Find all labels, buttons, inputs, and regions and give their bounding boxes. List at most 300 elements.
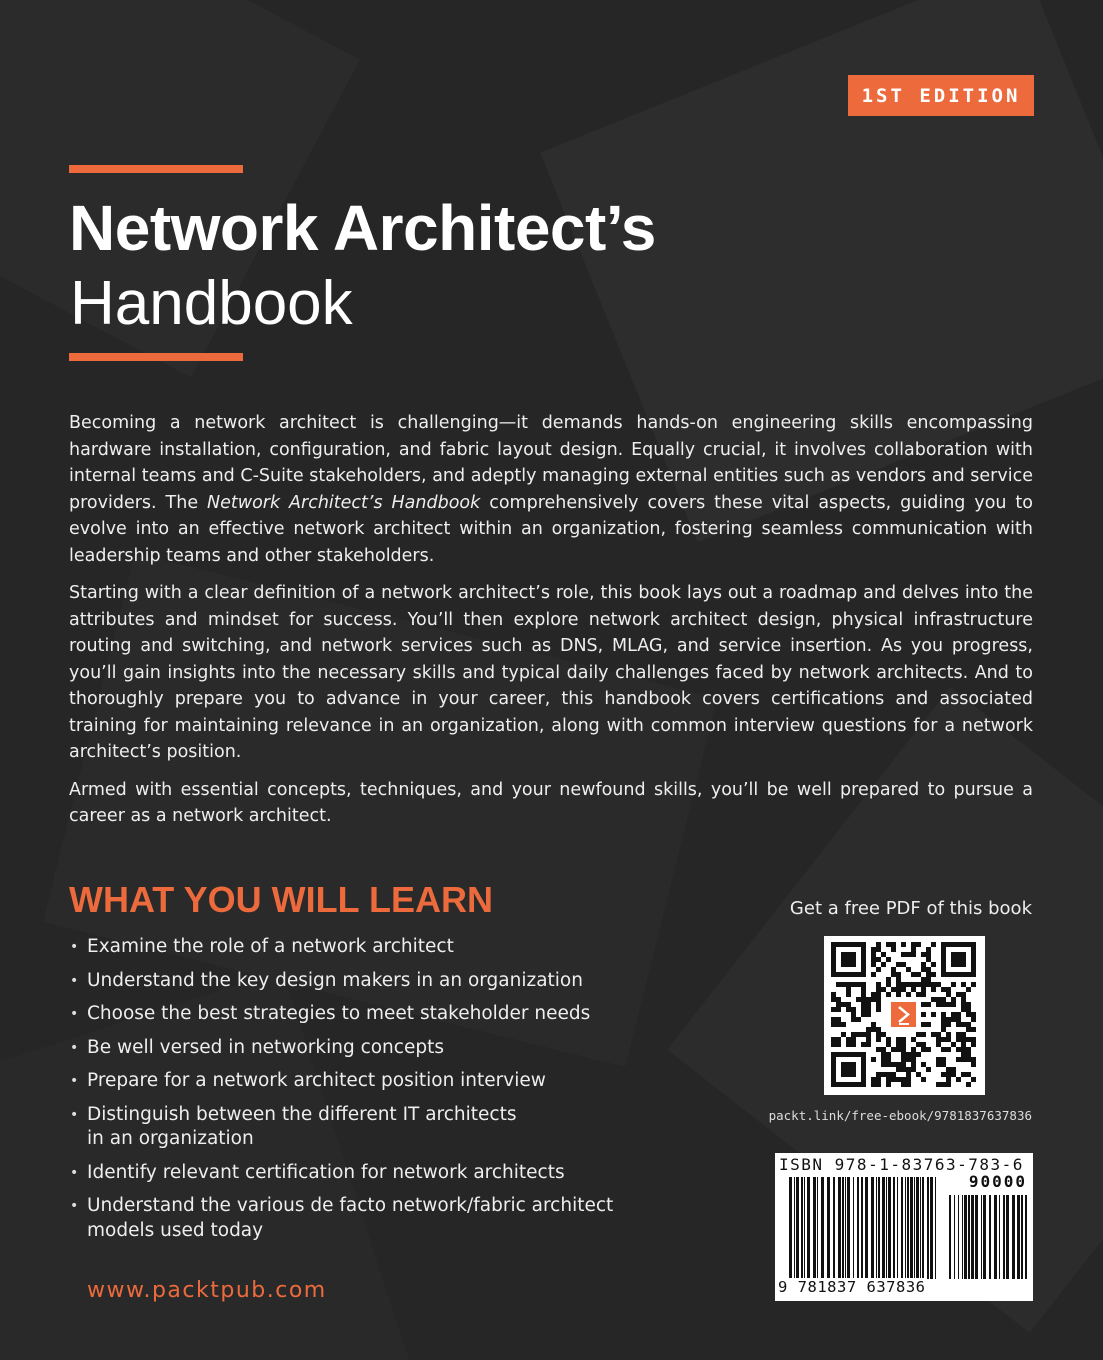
qr-module bbox=[871, 947, 876, 952]
qr-module bbox=[861, 1007, 866, 1012]
qr-module bbox=[906, 992, 911, 997]
qr-module bbox=[906, 1057, 911, 1062]
qr-module bbox=[931, 1012, 936, 1017]
qr-module bbox=[831, 1022, 836, 1027]
qr-module bbox=[946, 1032, 951, 1037]
qr-module bbox=[841, 1002, 846, 1007]
qr-module bbox=[941, 1002, 946, 1007]
qr-module bbox=[941, 1027, 946, 1032]
qr-module bbox=[946, 987, 951, 992]
qr-module bbox=[926, 957, 931, 962]
qr-module bbox=[906, 1067, 911, 1072]
barcode-bar bbox=[916, 1177, 919, 1279]
qr-module bbox=[886, 1052, 891, 1057]
barcode-bar bbox=[968, 1195, 970, 1279]
qr-module bbox=[886, 957, 891, 962]
qr-module bbox=[946, 1072, 951, 1077]
qr-module bbox=[916, 1052, 921, 1057]
qr-module bbox=[866, 1037, 871, 1042]
qr-module bbox=[876, 1082, 881, 1087]
qr-module bbox=[926, 1002, 931, 1007]
title-accent-bar-bottom bbox=[69, 353, 243, 361]
qr-module bbox=[861, 992, 866, 997]
qr-module bbox=[896, 972, 901, 977]
qr-module bbox=[971, 1037, 976, 1042]
qr-module bbox=[921, 952, 926, 957]
qr-module bbox=[836, 1002, 841, 1007]
qr-module bbox=[911, 1057, 916, 1062]
qr-module bbox=[956, 1017, 961, 1022]
qr-module bbox=[831, 1042, 836, 1047]
barcode-bar bbox=[962, 1195, 963, 1279]
qr-module bbox=[966, 987, 971, 992]
qr-module bbox=[886, 1057, 891, 1062]
qr-module bbox=[856, 1017, 861, 1022]
barcode-bar bbox=[1025, 1195, 1027, 1279]
qr-module bbox=[916, 1042, 921, 1047]
qr-module bbox=[911, 1067, 916, 1072]
qr-module bbox=[851, 1032, 856, 1037]
qr-module bbox=[921, 967, 926, 972]
qr-module bbox=[896, 1047, 901, 1052]
qr-module bbox=[966, 1002, 971, 1007]
qr-module bbox=[901, 1052, 906, 1057]
qr-finder bbox=[841, 952, 856, 967]
qr-module bbox=[906, 952, 911, 957]
qr-module bbox=[886, 992, 891, 997]
qr-module bbox=[906, 1082, 911, 1087]
qr-module bbox=[911, 972, 916, 977]
qr-module bbox=[951, 982, 956, 987]
qr-code[interactable] bbox=[824, 936, 985, 1095]
qr-module bbox=[911, 942, 916, 947]
qr-module bbox=[856, 997, 861, 1002]
learn-item: • Understand the various de facto network/fabric architect models used today bbox=[69, 1194, 649, 1243]
qr-module bbox=[876, 1047, 881, 1052]
qr-module bbox=[921, 982, 926, 987]
qr-module bbox=[966, 1047, 971, 1052]
barcode-digits: 9 781837 637836 bbox=[778, 1278, 926, 1296]
qr-module bbox=[881, 952, 886, 957]
qr-module bbox=[881, 1057, 886, 1062]
qr-module bbox=[851, 1007, 856, 1012]
barcode-bar bbox=[888, 1177, 891, 1279]
qr-module bbox=[911, 982, 916, 987]
qr-module bbox=[901, 1037, 906, 1042]
qr-module bbox=[831, 1007, 836, 1012]
book-title-line-2: Handbook bbox=[70, 269, 353, 338]
description-paragraph-3: Armed with essential concepts, techniques, and your newfound skills, you’ll be well prepared to pursue a career as a network architect. bbox=[69, 779, 1033, 826]
qr-module bbox=[851, 1037, 856, 1042]
price-code: 90000 bbox=[968, 1172, 1027, 1191]
qr-module bbox=[881, 1052, 886, 1057]
qr-module bbox=[876, 987, 881, 992]
qr-module bbox=[926, 1067, 931, 1072]
qr-module bbox=[971, 1027, 976, 1032]
qr-module bbox=[966, 1037, 971, 1042]
qr-module bbox=[876, 947, 881, 952]
barcode-bar bbox=[876, 1177, 877, 1279]
qr-module bbox=[911, 952, 916, 957]
qr-module bbox=[846, 982, 851, 987]
qr-module bbox=[861, 1002, 866, 1007]
barcode-bar bbox=[897, 1177, 898, 1279]
qr-module bbox=[921, 1047, 926, 1052]
isbn-barcode bbox=[775, 1153, 1033, 1301]
qr-module bbox=[936, 1032, 941, 1037]
qr-module bbox=[941, 1047, 946, 1052]
qr-module bbox=[896, 982, 901, 987]
qr-module bbox=[921, 1022, 926, 1027]
qr-module bbox=[946, 992, 951, 997]
qr-module bbox=[861, 1012, 866, 1017]
title-accent-bar-top bbox=[69, 165, 243, 173]
qr-module bbox=[961, 997, 966, 1002]
qr-module bbox=[866, 997, 871, 1002]
qr-module bbox=[846, 1042, 851, 1047]
qr-module bbox=[876, 942, 881, 947]
barcode-bar bbox=[989, 1195, 991, 1279]
qr-module bbox=[921, 992, 926, 997]
qr-module bbox=[836, 1042, 841, 1047]
qr-module bbox=[886, 977, 891, 982]
qr-module bbox=[946, 1037, 951, 1042]
qr-module bbox=[936, 1062, 941, 1067]
qr-module bbox=[951, 1002, 956, 1007]
qr-code-graphic bbox=[824, 936, 985, 1095]
qr-module bbox=[941, 1062, 946, 1067]
qr-module bbox=[846, 987, 851, 992]
barcode-bar bbox=[878, 1177, 880, 1279]
learn-item: • Distinguish between the different IT architects in an organization bbox=[69, 1103, 537, 1152]
qr-module bbox=[971, 1042, 976, 1047]
qr-module bbox=[866, 1032, 871, 1037]
qr-module bbox=[876, 1027, 881, 1032]
qr-module bbox=[936, 1082, 941, 1087]
qr-module bbox=[951, 1067, 956, 1072]
barcode-bar bbox=[827, 1177, 830, 1279]
qr-module bbox=[866, 1027, 871, 1032]
qr-module bbox=[891, 942, 896, 947]
qr-module bbox=[936, 982, 941, 987]
qr-module bbox=[931, 982, 936, 987]
qr-module bbox=[911, 947, 916, 952]
qr-module bbox=[971, 1077, 976, 1082]
qr-module bbox=[896, 1067, 901, 1072]
qr-module bbox=[901, 952, 906, 957]
qr-module bbox=[836, 1022, 841, 1027]
qr-module bbox=[971, 1062, 976, 1067]
barcode-bar bbox=[930, 1177, 933, 1279]
qr-module bbox=[851, 1017, 856, 1022]
barcode-bar bbox=[882, 1177, 885, 1279]
qr-module bbox=[871, 1082, 876, 1087]
description-paragraph-2: Starting with a clear definition of a network architect’s role, this book lays out a roadmap and delves into the attributes and mindset for success. You’ll then explore network architect design, physical infrastructure routing and switching, and network services such as DNS, MLAG, and service insertion. As you progress, you’ll gain insights into the necessary skills and typical daily challenges faced by network architects. And to thoroughly prepare you to advance in your career, this handbook covers certifications and associated training for maintaining relevance in an organization, along with common interview questions for a network architect’s position. bbox=[69, 583, 1033, 762]
qr-module bbox=[906, 1077, 911, 1082]
qr-module bbox=[921, 1032, 926, 1037]
qr-module bbox=[926, 972, 931, 977]
qr-module bbox=[951, 1072, 956, 1077]
qr-module bbox=[916, 982, 921, 987]
qr-module bbox=[901, 1062, 906, 1067]
learn-heading: WHAT YOU WILL LEARN bbox=[69, 879, 493, 920]
qr-module bbox=[911, 1052, 916, 1057]
qr-module bbox=[896, 977, 901, 982]
qr-module bbox=[891, 972, 896, 977]
book-description bbox=[69, 410, 1033, 841]
qr-module bbox=[941, 1037, 946, 1042]
qr-module bbox=[891, 1072, 896, 1077]
learn-item: • Examine the role of a network architect bbox=[69, 935, 649, 960]
qr-module bbox=[966, 1022, 971, 1027]
qr-module bbox=[876, 1002, 881, 1007]
qr-module bbox=[871, 952, 876, 957]
qr-module bbox=[896, 1062, 901, 1067]
qr-module bbox=[871, 1027, 876, 1032]
qr-module bbox=[901, 942, 906, 947]
qr-module bbox=[931, 987, 936, 992]
barcode-bar bbox=[971, 1195, 974, 1279]
qr-module bbox=[871, 962, 876, 967]
qr-module bbox=[851, 1042, 856, 1047]
qr-module bbox=[931, 972, 936, 977]
barcode-bar bbox=[954, 1195, 955, 1279]
qr-module bbox=[911, 1047, 916, 1052]
qr-module bbox=[881, 1047, 886, 1052]
qr-module bbox=[896, 987, 901, 992]
qr-module bbox=[881, 987, 886, 992]
qr-module bbox=[906, 1052, 911, 1057]
qr-module bbox=[846, 1037, 851, 1042]
qr-module bbox=[836, 997, 841, 1002]
qr-module bbox=[961, 1052, 966, 1057]
barcode-bar bbox=[853, 1177, 854, 1279]
qr-module bbox=[891, 1077, 896, 1082]
learn-item: • Understand the key design makers in an organization bbox=[69, 969, 649, 994]
qr-module bbox=[936, 1042, 941, 1047]
qr-module bbox=[951, 1017, 956, 1022]
qr-module bbox=[961, 1047, 966, 1052]
qr-module bbox=[941, 1012, 946, 1017]
qr-module bbox=[971, 1057, 976, 1062]
qr-module bbox=[941, 997, 946, 1002]
qr-module bbox=[961, 992, 966, 997]
barcode-bar bbox=[833, 1177, 835, 1279]
qr-module bbox=[876, 1077, 881, 1082]
qr-module bbox=[891, 967, 896, 972]
qr-module bbox=[921, 1042, 926, 1047]
qr-module bbox=[946, 1002, 951, 1007]
qr-module bbox=[836, 1037, 841, 1042]
publisher-website-link[interactable]: www.packtpub.com bbox=[87, 1278, 327, 1303]
qr-module bbox=[966, 1012, 971, 1017]
qr-module bbox=[831, 1017, 836, 1022]
qr-module bbox=[856, 982, 861, 987]
qr-module bbox=[966, 1057, 971, 1062]
barcode-bar bbox=[920, 1177, 921, 1279]
qr-module bbox=[886, 1072, 891, 1077]
qr-module bbox=[906, 982, 911, 987]
barcode-bar bbox=[983, 1195, 986, 1279]
qr-module bbox=[961, 982, 966, 987]
qr-module bbox=[906, 1072, 911, 1077]
qr-module bbox=[966, 1052, 971, 1057]
barcode-bar bbox=[935, 1177, 936, 1279]
qr-module bbox=[901, 982, 906, 987]
qr-module bbox=[966, 1027, 971, 1032]
qr-module bbox=[956, 1077, 961, 1082]
barcode-bar bbox=[1003, 1195, 1005, 1279]
qr-module bbox=[891, 1062, 896, 1067]
qr-module bbox=[866, 1042, 871, 1047]
qr-module bbox=[961, 1007, 966, 1012]
edition-badge: 1ST EDITION bbox=[848, 75, 1034, 116]
barcode-bar bbox=[994, 1195, 997, 1279]
qr-module bbox=[841, 1022, 846, 1027]
qr-module bbox=[926, 982, 931, 987]
qr-module bbox=[916, 942, 921, 947]
qr-module bbox=[876, 992, 881, 997]
qr-module bbox=[871, 1057, 876, 1062]
qr-module bbox=[876, 982, 881, 987]
qr-module bbox=[961, 1032, 966, 1037]
qr-module bbox=[941, 1022, 946, 1027]
qr-module bbox=[886, 1037, 891, 1042]
qr-module bbox=[961, 1057, 966, 1062]
isbn-number: ISBN 978-1-83763-783-6 bbox=[779, 1155, 1024, 1174]
barcode-bar bbox=[796, 1177, 799, 1279]
qr-module bbox=[901, 1042, 906, 1047]
qr-module bbox=[956, 1022, 961, 1027]
qr-module bbox=[961, 1002, 966, 1007]
qr-module bbox=[921, 1062, 926, 1067]
qr-module bbox=[846, 1002, 851, 1007]
qr-module bbox=[871, 972, 876, 977]
qr-module bbox=[841, 1032, 846, 1037]
barcode-bar bbox=[1006, 1195, 1009, 1279]
qr-module bbox=[921, 1077, 926, 1082]
barcode-bar bbox=[801, 1177, 803, 1279]
qr-module bbox=[871, 997, 876, 1002]
book-title-italic: Network Architect’s Handbook bbox=[207, 492, 481, 513]
qr-module bbox=[861, 982, 866, 987]
qr-module bbox=[841, 982, 846, 987]
qr-module bbox=[941, 1017, 946, 1022]
qr-module bbox=[931, 1032, 936, 1037]
free-pdf-label: Get a free PDF of this book bbox=[789, 898, 1032, 919]
qr-module bbox=[941, 1057, 946, 1062]
qr-module bbox=[921, 987, 926, 992]
qr-module bbox=[926, 1022, 931, 1027]
qr-module bbox=[906, 967, 911, 972]
qr-module bbox=[946, 1022, 951, 1027]
qr-module bbox=[866, 1007, 871, 1012]
barcode-bar bbox=[922, 1177, 924, 1279]
qr-module bbox=[871, 1077, 876, 1082]
qr-module bbox=[926, 1047, 931, 1052]
qr-module bbox=[946, 1047, 951, 1052]
qr-module bbox=[831, 1037, 836, 1042]
qr-module bbox=[911, 1062, 916, 1067]
qr-module bbox=[961, 1042, 966, 1047]
qr-module bbox=[861, 1042, 866, 1047]
barcode-bar bbox=[807, 1177, 810, 1279]
barcode-bar bbox=[804, 1177, 805, 1279]
barcode-bar bbox=[861, 1177, 863, 1279]
qr-module bbox=[971, 982, 976, 987]
qr-module bbox=[911, 987, 916, 992]
barcode-bar bbox=[789, 1177, 792, 1279]
qr-module bbox=[896, 1042, 901, 1047]
qr-module bbox=[891, 1047, 896, 1052]
qr-module bbox=[971, 1017, 976, 1022]
qr-module bbox=[851, 1012, 856, 1017]
learn-item: • Choose the best strategies to meet stakeholder needs bbox=[69, 1002, 649, 1027]
qr-module bbox=[866, 1002, 871, 1007]
barcode-bar bbox=[927, 1177, 929, 1279]
qr-module bbox=[926, 952, 931, 957]
qr-module bbox=[946, 1077, 951, 1082]
free-pdf-url[interactable]: packt.link/free-ebook/9781837637836 bbox=[768, 1108, 1032, 1123]
qr-module bbox=[921, 1012, 926, 1017]
learn-item: • Prepare for a network architect position interview bbox=[69, 1069, 649, 1094]
qr-module bbox=[941, 987, 946, 992]
qr-module bbox=[861, 997, 866, 1002]
barcode-bar bbox=[910, 1177, 913, 1279]
qr-module bbox=[886, 942, 891, 947]
qr-module bbox=[936, 997, 941, 1002]
qr-module bbox=[856, 1032, 861, 1037]
barcode-bar bbox=[914, 1177, 915, 1279]
learn-list bbox=[69, 935, 649, 1252]
barcode-bar bbox=[845, 1177, 846, 1279]
qr-module bbox=[921, 1002, 926, 1007]
qr-module bbox=[891, 947, 896, 952]
qr-module bbox=[876, 957, 881, 962]
barcode-bar bbox=[871, 1177, 874, 1279]
qr-module bbox=[936, 1057, 941, 1062]
qr-module bbox=[871, 957, 876, 962]
barcode-bar bbox=[1012, 1195, 1015, 1279]
qr-module bbox=[876, 997, 881, 1002]
qr-module bbox=[886, 1042, 891, 1047]
qr-module bbox=[956, 1012, 961, 1017]
qr-module bbox=[956, 992, 961, 997]
barcode-bar bbox=[865, 1177, 868, 1279]
qr-module bbox=[916, 1072, 921, 1077]
barcode-bar bbox=[847, 1177, 850, 1279]
qr-module bbox=[941, 1072, 946, 1077]
qr-module bbox=[871, 992, 876, 997]
qr-module bbox=[956, 1032, 961, 1037]
qr-module bbox=[921, 962, 926, 967]
qr-module bbox=[876, 1007, 881, 1012]
qr-module bbox=[916, 992, 921, 997]
barcode-bar bbox=[907, 1177, 909, 1279]
qr-module bbox=[961, 1037, 966, 1042]
qr-module bbox=[931, 962, 936, 967]
barcode-bar bbox=[893, 1177, 895, 1279]
qr-module bbox=[901, 1047, 906, 1052]
barcode-bar bbox=[901, 1177, 903, 1279]
qr-module bbox=[886, 1082, 891, 1087]
barcode-bar bbox=[857, 1177, 859, 1279]
qr-module bbox=[901, 962, 906, 967]
barcode-bar bbox=[1017, 1195, 1020, 1279]
qr-module bbox=[876, 1032, 881, 1037]
qr-module bbox=[896, 1077, 901, 1082]
qr-module bbox=[896, 992, 901, 997]
